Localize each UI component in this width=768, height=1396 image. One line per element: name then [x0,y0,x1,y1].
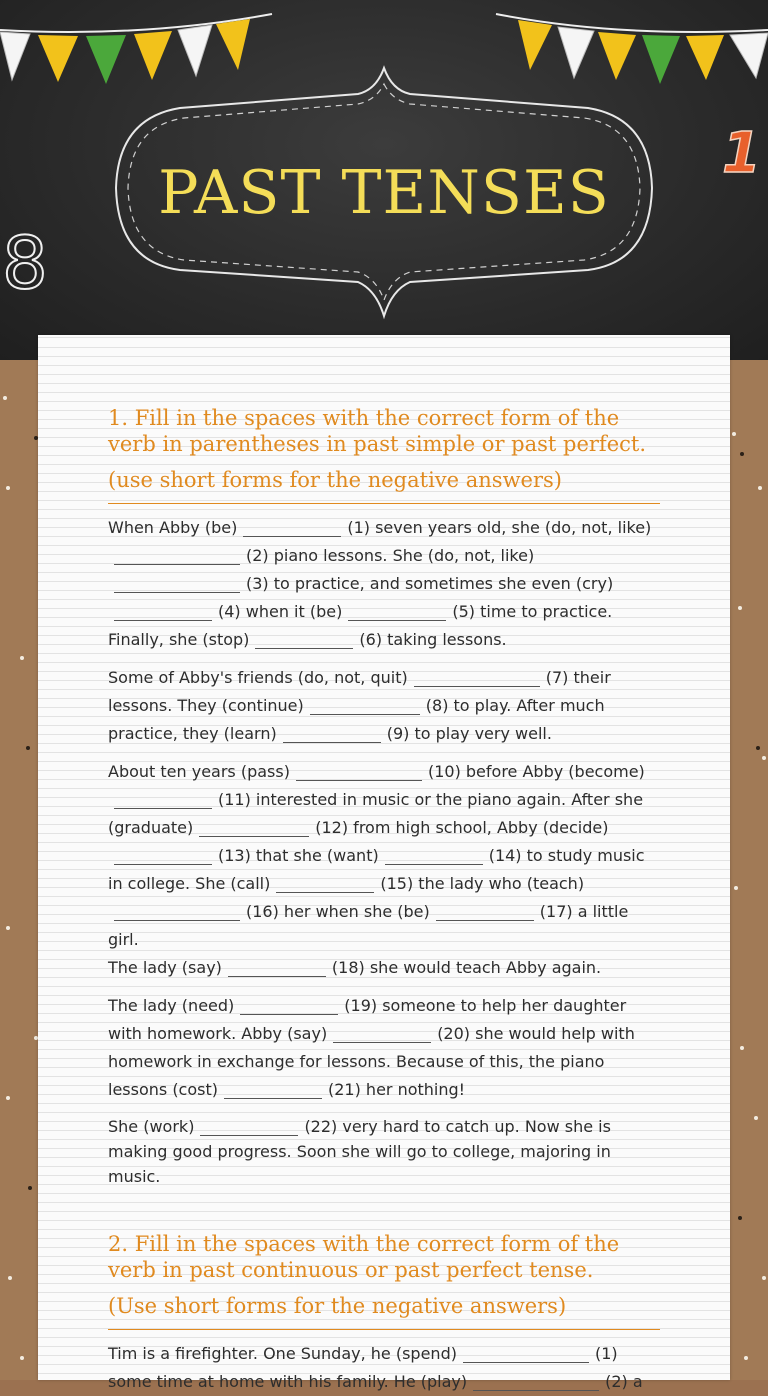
page-title: PAST TENSES [158,158,610,228]
text-segment: (16) her when she (be) [246,902,430,921]
exercise-1-heading [108,405,660,493]
blank-1[interactable] [243,519,341,537]
text-segment: homework in exchange for lessons. Because of this, the piano [108,1052,605,1071]
exercise-1 [108,405,660,1189]
blank-22[interactable] [200,1118,298,1136]
text-segment: (18) she would teach Abby again. [331,958,602,977]
text-segment: (7) their [545,668,611,687]
blank-6[interactable] [255,631,353,649]
text-segment: (11) interested in music or the piano again. After she [218,790,644,809]
text-segment: (22) very hard to catch up. Now she is [304,1117,611,1136]
text-segment: lessons (cost) [108,1080,218,1099]
blank-13[interactable] [114,847,212,865]
text-segment: (15) the lady who (teach) [380,874,585,893]
exercise-1-note: (use short forms for the negative answers) [108,468,562,492]
text-segment: with homework. Abby (say) [108,1024,328,1043]
text-segment: The lady (say) [108,958,222,977]
text-segment: Finally, she (stop) [108,630,250,649]
worksheet-paper [38,335,730,1391]
text-segment: in college. She (call) [108,874,271,893]
chalk-number-one: 1 [722,121,761,186]
blank-2-1[interactable] [463,1345,589,1363]
exercise-2-note: (Use short forms for the negative answers) [108,1294,567,1318]
exercise-2-paragraph-1 [108,1340,660,1396]
text-segment: (8) to play. After much [425,696,605,715]
blank-14[interactable] [385,847,483,865]
text-segment: (10) before Abby (become) [427,762,645,781]
text-segment: (5) time to practice. [452,602,613,621]
exercise-1-instruction: 1. Fill in the spaces with the correct form of the verb in parentheses in past simple or past perfect. [108,406,647,456]
exercise-1-paragraph-2 [108,664,660,748]
text-segment: (17) a little girl. [108,902,629,949]
text-segment: (9) to play very well. [386,724,552,743]
exercise-2-divider [108,1329,660,1330]
blank-2[interactable] [114,547,240,565]
text-segment: Some of Abby's friends (do, not, quit) [108,668,408,687]
text-segment: (3) to practice, and sometimes she even (cry) [246,574,614,593]
text-segment: (21) her nothing! [328,1080,466,1099]
text-segment: (14) to study music [488,846,645,865]
chalkboard-header [0,0,768,360]
text-segment: (12) from high school, Abby (decide) [315,818,609,837]
exercise-1-paragraph-1 [108,514,660,654]
blank-4[interactable] [114,603,212,621]
text-segment: making good progress. Soon she will go to college, majoring in [108,1142,611,1161]
text-segment: (1) [594,1344,618,1363]
blank-3[interactable] [114,575,240,593]
chalk-number-eight: 8 [2,221,48,305]
text-segment: When Abby (be) [108,518,238,537]
text-segment: The lady (need) [108,996,235,1015]
text-segment: (13) that she (want) [218,846,379,865]
text-segment: practice, they (learn) [108,724,277,743]
text-segment: lessons. They (continue) [108,696,304,715]
text-segment: (graduate) [108,818,194,837]
blank-8[interactable] [310,697,420,715]
exercise-2-instruction: 2. Fill in the spaces with the correct form of the verb in past continuous or past perfect tense. [108,1232,620,1282]
blank-7[interactable] [414,669,540,687]
left-bunting-flags [0,19,250,84]
text-segment: music. [108,1167,161,1186]
exercise-2-heading [108,1231,660,1319]
blank-15[interactable] [276,875,374,893]
text-segment: About ten years (pass) [108,762,290,781]
blank-10[interactable] [296,763,422,781]
blank-20[interactable] [333,1025,431,1043]
exercise-1-paragraph-5 [108,1114,660,1189]
blank-19[interactable] [240,997,338,1015]
blank-2-2[interactable] [473,1373,599,1391]
blank-18[interactable] [228,959,326,977]
text-segment: (4) when it (be) [218,602,343,621]
blank-11[interactable] [114,791,212,809]
text-segment: (1) seven years old, she (do, not, like) [347,518,652,537]
text-segment: (6) taking lessons. [359,630,507,649]
blank-9[interactable] [283,725,381,743]
exercise-2 [108,1231,660,1396]
text-segment: (20) she would help with [437,1024,635,1043]
exercise-1-divider [108,503,660,504]
text-segment: She (work) [108,1117,195,1136]
blank-12[interactable] [199,819,309,837]
text-segment: (2) piano lessons. She (do, not, like) [246,546,535,565]
blank-16[interactable] [114,903,240,921]
blank-21[interactable] [224,1081,322,1099]
exercise-1-paragraph-3 [108,758,660,982]
blank-5[interactable] [348,603,446,621]
text-segment: (2) a [605,1372,643,1391]
blank-17[interactable] [436,903,534,921]
exercise-1-paragraph-4 [108,992,660,1104]
text-segment: Tim is a firefighter. One Sunday, he (spend) [108,1344,457,1363]
text-segment: some time at home with his family. He (play) [108,1372,468,1391]
text-segment: (19) someone to help her daughter [344,996,627,1015]
right-bunting-flags [518,20,768,84]
